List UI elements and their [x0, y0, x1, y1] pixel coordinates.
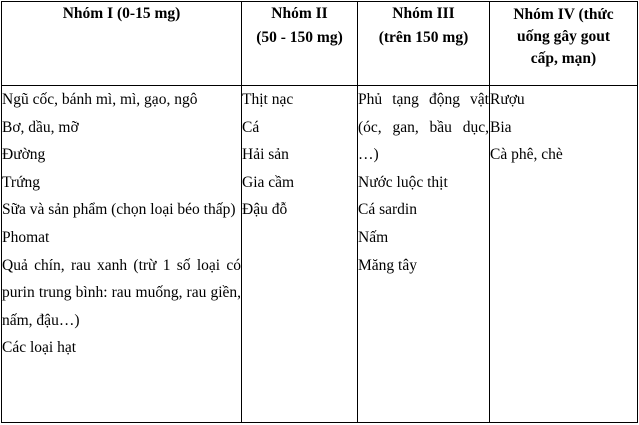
group-2-header-line: (50 - 150 mg): [256, 29, 343, 46]
group-4-drinks: [490, 86, 638, 423]
food-item: Cá sardin: [358, 201, 417, 219]
group-3-foods: [358, 86, 490, 423]
food-item: Bơ, dầu, mỡ: [2, 118, 79, 136]
purine-food-groups-table: [1, 1, 638, 423]
group-3-header-line: (trên 150 mg): [378, 29, 469, 46]
food-item: Phủ tạng động vật (óc, gan, bầu dục, …): [358, 91, 489, 164]
food-row: [2, 86, 638, 423]
group-4-header-line: Nhóm IV (thức: [513, 6, 614, 23]
food-item: Hải sản: [242, 146, 289, 164]
drink-item: Cà phê, chè: [490, 146, 563, 164]
food-item: Phomat: [2, 228, 50, 246]
food-item: Gia cầm: [242, 173, 295, 191]
group-4-header-line: uống gây gout: [516, 28, 611, 45]
food-item: Trứng: [2, 173, 40, 191]
header-row: [2, 2, 638, 86]
drink-item: Rượu: [490, 91, 525, 108]
group-3-header: [358, 2, 490, 86]
group-4-header: [490, 2, 638, 86]
food-item: Nấm: [358, 228, 389, 246]
food-item: Ngũ cốc, bánh mì, mì, gạo, ngô: [2, 91, 198, 108]
group-2-header-line: Nhóm II: [271, 5, 328, 22]
food-item: Măng tây: [358, 256, 417, 274]
food-item: Đường: [2, 146, 46, 164]
food-item: Các loại hạt: [2, 339, 77, 357]
food-item: Thịt nạc: [242, 91, 294, 108]
group-3-header-line: Nhóm III: [392, 5, 455, 22]
food-item: Đậu đỗ: [242, 201, 288, 219]
group-1-header-line: Nhóm I (0-15 mg): [62, 5, 181, 22]
group-4-header-line: cấp, mạn): [530, 50, 597, 67]
food-item: Nước luộc thịt: [358, 173, 448, 191]
group-2-foods: [242, 86, 358, 423]
group-1-header: [2, 2, 242, 86]
food-item: Cá: [242, 118, 260, 136]
group-2-header: [242, 2, 358, 86]
group-1-foods: [2, 86, 242, 423]
food-item: Sữa và sản phẩm (chọn loại béo thấp): [2, 201, 236, 219]
food-item: Quả chín, rau xanh (trừ 1 số loại có purin trung bình: rau muống, rau giền, nấm, đậu…): [2, 256, 241, 329]
drink-item: Bia: [490, 118, 512, 136]
